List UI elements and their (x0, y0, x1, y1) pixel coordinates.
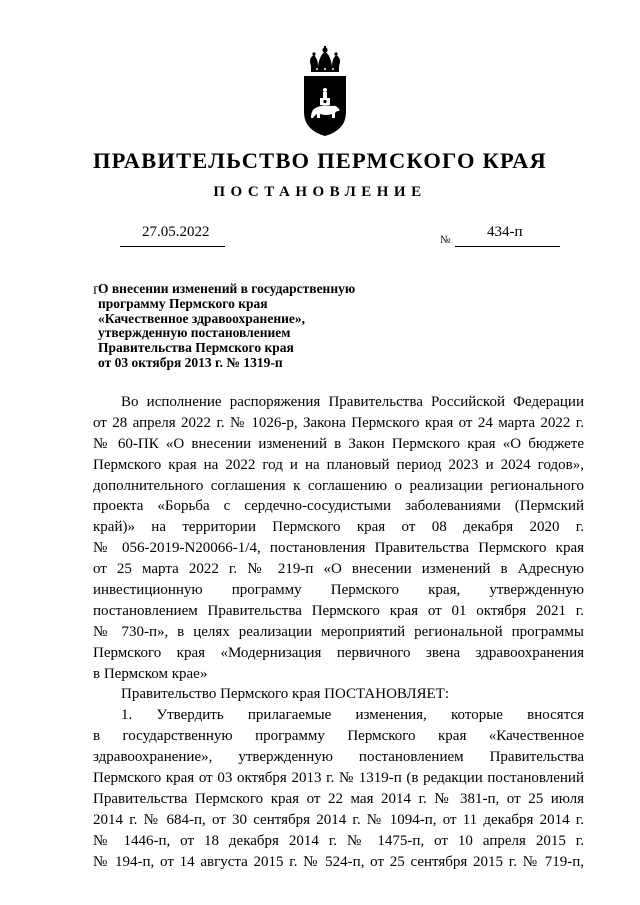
document-number-field (455, 224, 560, 250)
body-line: № 60-ПК «О внесении изменений в Закон Пермского края «О бюджете (93, 435, 584, 452)
resolution-line: Правительство Пермского края ПОСТАНОВЛЯЕТ: (121, 686, 450, 703)
body-line: в государственную программу Пермского края «Качественное (93, 728, 584, 745)
subject-line: Правительства Пермского края (98, 340, 294, 356)
number-sign: № (440, 234, 451, 246)
body-line: дополнительного соглашения к соглашению о реализации регионального (93, 477, 584, 494)
document-number: 434-п (487, 224, 523, 240)
body-line: 1. Утвердить прилагаемые изменения, которые вносятся (121, 707, 584, 724)
document-body (93, 392, 584, 872)
body-line: Во исполнение распоряжения Правительства Российской Федерации (121, 394, 584, 410)
document-date: 27.05.2022 (142, 224, 210, 240)
body-line: постановлением Правительства Пермского края от 01 октября 2021 г. (93, 602, 584, 619)
subject-line: утвержденную постановлением (98, 325, 291, 341)
coat-of-arms-emblem (298, 46, 352, 138)
body-line: № 1446-п, от 18 декабря 2014 г. № 1475-п, от 10 апреля 2015 г. (93, 832, 584, 849)
body-line: от 25 марта 2022 г. № 219-п «О внесении изменений в Адресную (93, 561, 584, 578)
body-line: № 730-п», в целях реализации мероприятий региональной программы (93, 623, 584, 640)
body-line: Правительства Пермского края от 22 мая 2014 г. № 381-п, от 25 июля (93, 790, 584, 807)
body-line: проекта «Борьба с сердечно-сосудистыми заболеваниями (Пермский (93, 498, 584, 515)
body-line: здравоохранение», утвержденную постановлением Правительства (93, 749, 584, 766)
body-line: инвестиционную программу Пермского края, утвержденную (93, 582, 584, 599)
document-subject (98, 282, 418, 371)
document-type-title: ПОСТАНОВЛЕНИЕ (213, 184, 427, 200)
subject-line: программу Пермского края (98, 295, 268, 311)
number-underline (455, 246, 560, 247)
document-date-field (120, 224, 225, 250)
body-line: от 28 апреля 2022 г. № 1026-р, Закона Пермского края от 24 марта 2022 г. (93, 414, 584, 431)
body-line: в Пермском крае» (93, 665, 208, 682)
body-line: № 056-2019-N20066-1/4, постановления Правительства Пермского края (93, 540, 584, 557)
subject-line: О внесении изменений в государственную (98, 281, 356, 296)
organization-title: ПРАВИТЕЛЬСТВО ПЕРМСКОГО КРАЯ (92, 148, 548, 173)
body-line: Пермского края на 2022 год и на плановый период 2023 и 2024 годов», (93, 456, 584, 473)
body-line: край)» на территории Пермского края от 08 декабря 2020 г. (93, 519, 584, 536)
body-line: № 194-п, от 14 августа 2015 г. № 524-п, от 25 сентября 2015 г. № 719-п, (93, 853, 584, 870)
body-line: Пермского края от 03 октября 2013 г. № 1319-п (в редакции постановлений (93, 770, 584, 787)
subject-line: от 03 октября 2013 г. № 1319-п (98, 354, 283, 370)
body-line: 2014 г. № 684-п, от 30 сентября 2014 г. № 1094-п, от 11 декабря 2014 г. (93, 811, 584, 828)
body-line: Пермского края «Модернизация первичного звена здравоохранения (93, 644, 584, 661)
subject-line: «Качественное здравоохранение», (98, 310, 306, 326)
subject-corner-mark: Г (93, 283, 100, 297)
date-underline (120, 246, 225, 247)
